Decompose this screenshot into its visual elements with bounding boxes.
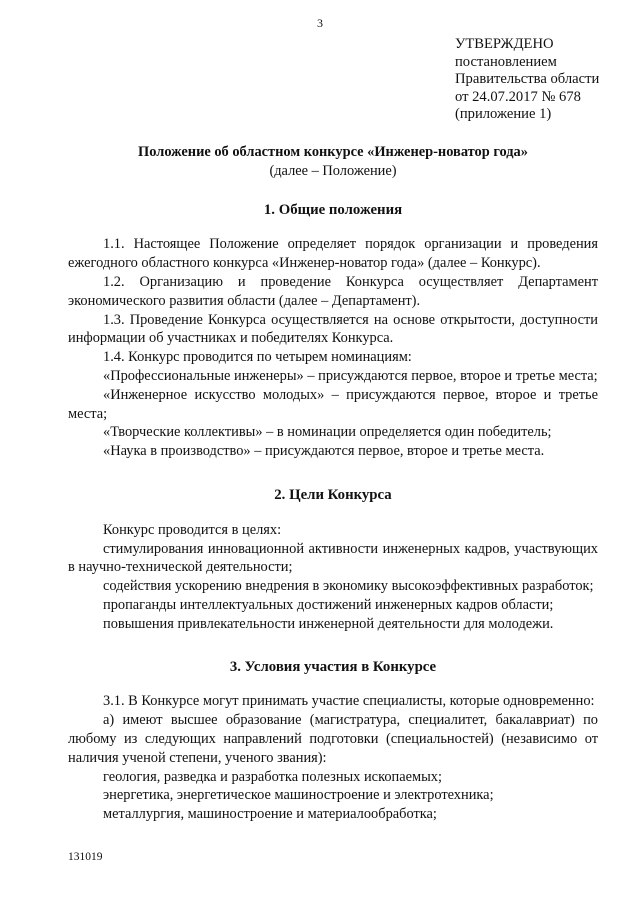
paragraph: 1.4. Конкурс проводится по четырем номинациям: (103, 349, 412, 366)
paragraph: а) имеют высшее образование (магистратура, специалитет, бакалавриат) по любому из следующих направлений подготовки (специальностей) (независимо от наличия ученой степени, ученого звания): (68, 712, 598, 766)
approval-line: от 24.07.2017 № 678 (455, 88, 581, 105)
section-heading-goals: 2. Цели Конкурса (274, 486, 392, 503)
paragraph: «Профессиональные инженеры» – присуждаются первое, второе и третье места; (103, 367, 598, 384)
document-title: Положение об областном конкурсе «Инженер-новатор года» (138, 144, 528, 160)
paragraph: энергетика, энергетическое машиностроение и электротехника; (103, 787, 494, 804)
approval-line: УТВЕРЖДЕНО (455, 36, 554, 52)
approval-line: (приложение 1) (455, 106, 552, 122)
approval-line: Правительства области (455, 71, 600, 87)
paragraph: 1.1. Настоящее Положение определяет порядок организации и проведения ежегодного областного конкурса «Инженер-новатор года» (далее – Конкурс). (68, 236, 598, 272)
page-number: 3 (317, 16, 323, 30)
document-code: 131019 (68, 851, 103, 863)
paragraph: геология, разведка и разработка полезных ископаемых; (103, 768, 442, 785)
paragraph: металлургия, машиностроение и материалообработка; (103, 806, 437, 823)
paragraph: 1.2. Организацию и проведение Конкурса осуществляет Департамент экономического развития области (далее – Департамент). (68, 273, 598, 309)
paragraph: стимулирования инновационной активности инженерных кадров, участвующих в научно-технической деятельности; (68, 540, 598, 576)
approval-line: постановлением (455, 53, 557, 70)
section-heading-general: 1. Общие положения (263, 201, 403, 218)
document-body (68, 143, 598, 824)
paragraph: пропаганды интеллектуальных достижений инженерных кадров области; (103, 596, 554, 613)
paragraph: «Творческие коллективы» – в номинации определяется один победитель; (103, 424, 552, 441)
paragraph: повышения привлекательности инженерной деятельности для молодежи. (103, 615, 554, 632)
document-subtitle: (далее – Положение) (269, 162, 397, 179)
section-heading-conditions: 3. Условия участия в Конкурсе (229, 658, 437, 675)
paragraph: содействия ускорению внедрения в экономику высокоэффективных разработок; (103, 578, 594, 595)
paragraph: «Наука в производство» – присуждаются первое, второе и третье места. (103, 443, 545, 460)
paragraph: «Инженерное искусство молодых» – присуждаются первое, второе и третье места; (68, 386, 598, 422)
paragraph: Конкурс проводится в целях: (103, 521, 282, 538)
paragraph: 3.1. В Конкурсе могут принимать участие специалисты, которые одновременно: (103, 693, 595, 710)
paragraph: 1.3. Проведение Конкурса осуществляется на основе открытости, доступности информации об участниках и победителях Конкурса. (68, 311, 598, 347)
approval-stamp (455, 36, 599, 124)
